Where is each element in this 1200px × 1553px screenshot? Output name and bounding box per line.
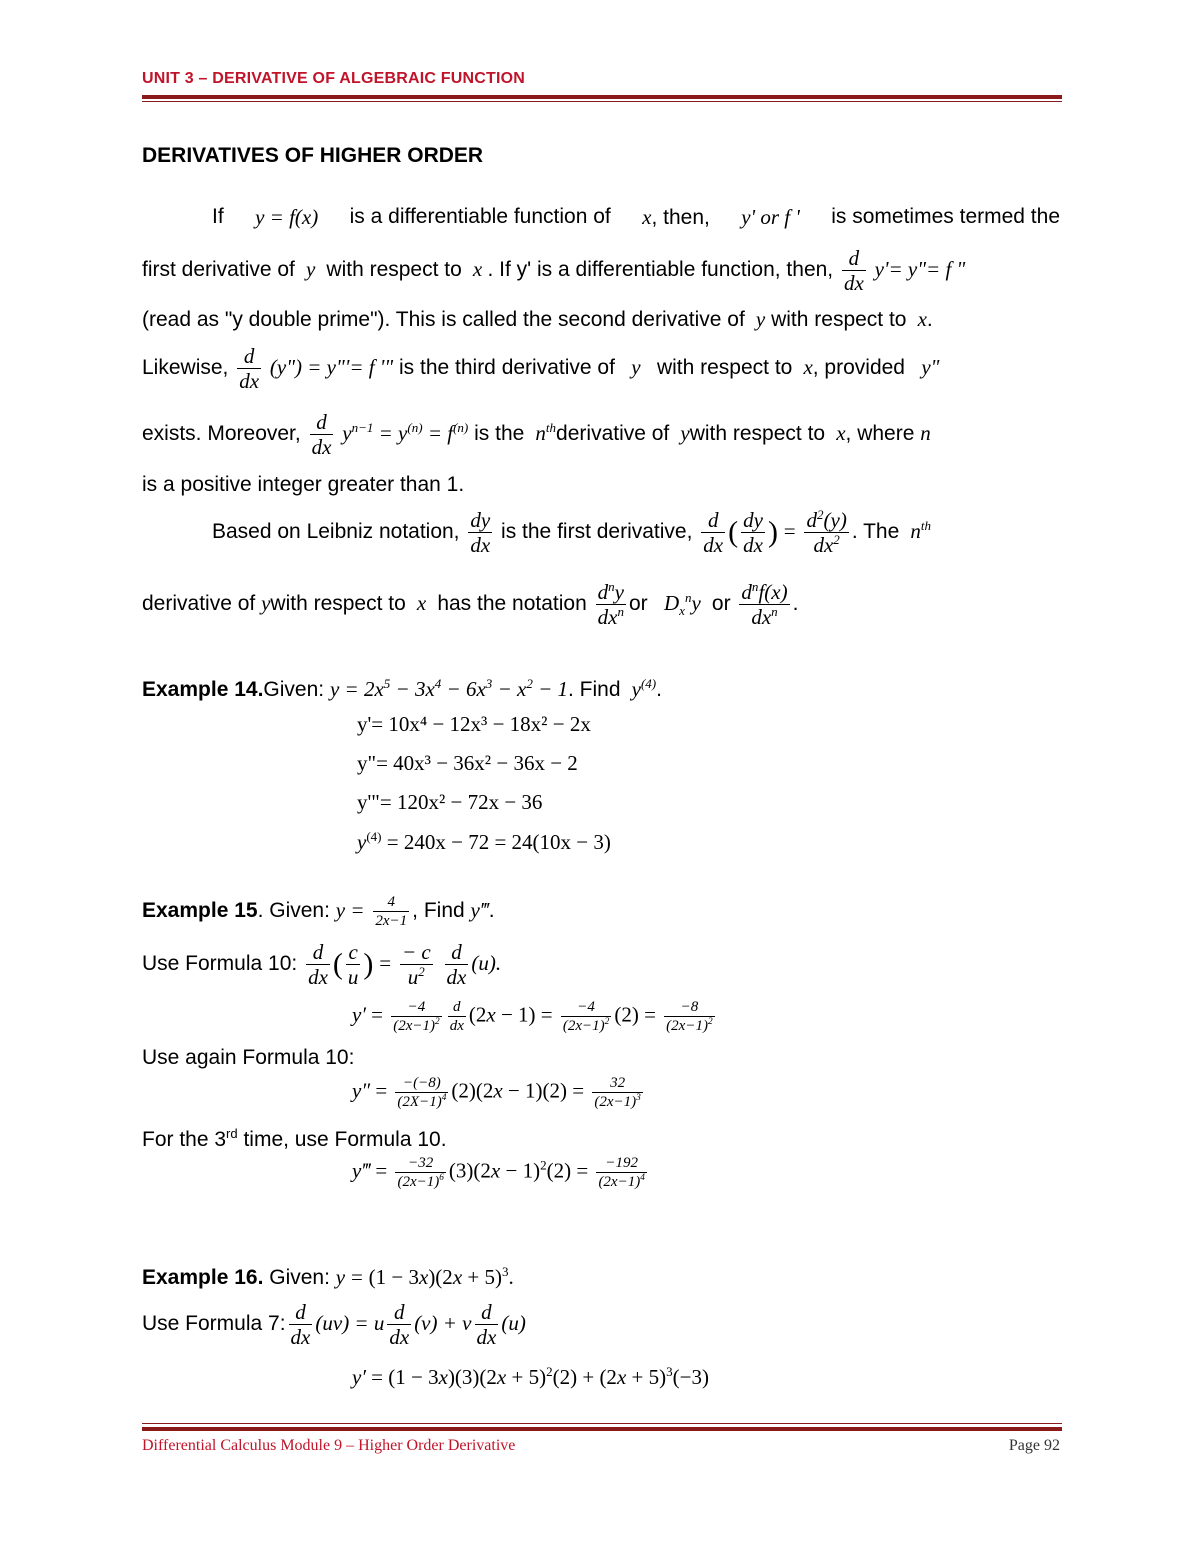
math-inline: y": [921, 355, 940, 380]
example-text: . Find: [568, 678, 621, 701]
fraction: $\frac{- c}{u^2}$: [401, 940, 431, 990]
formula-10-line: Use Formula 10: $\frac{d}{dx}$ ( $\frac{c}{u}$ ) = $\frac{- c}{u^2}$ $\frac{d}{dx}$ (u).: [142, 940, 502, 990]
derivative-operator: $\frac{d}{dx}$: [311, 410, 332, 460]
unit-header: UNIT 3 – DERIVATIVE OF ALGEBRAIC FUNCTION: [142, 70, 526, 87]
example-text: Given:: [263, 1266, 330, 1289]
section-title: DERIVATIVES OF HIGHER ORDER: [142, 144, 484, 167]
intro-line-1: If y = f(x) is a differentiable function of x, then, y' or f ' is sometimes termed the: [212, 205, 1060, 229]
intro-text: first derivative of: [142, 258, 295, 282]
derivative-operator: $\frac{d}{dx}$: [308, 940, 328, 990]
example-16-heading: Example 16. Given: $y = (1 - 3x)(2x + 5)^3$.: [142, 1264, 514, 1289]
intro-text: with respect to: [689, 422, 826, 446]
math-inline: y = f(x): [255, 205, 319, 229]
intro-text: Based on Leibniz notation,: [212, 520, 460, 544]
example-label: Example 16.: [142, 1266, 264, 1289]
example-14-step-4: $y^{(4)} = 240x - 72 = 24(10x - 3)$: [357, 829, 611, 854]
example-text: time, use Formula 10.: [237, 1128, 447, 1151]
intro-line-8: derivative of ywith respect to x has the notation $\frac{d^ny}{dx^n}$ or $D_x^ny$ or $\frac{d^nf(x)}{dx^n}$ .: [142, 579, 799, 630]
footer-rule-thin: [142, 1423, 1062, 1424]
fraction: $\frac{-8}{(2x-1)^2}$: [666, 999, 713, 1034]
fraction: $\frac{-32}{(2x-1)^6}$: [397, 1155, 444, 1190]
nth-derivative-notation: $\frac{d^nf(x)}{dx^n}$: [741, 579, 788, 630]
example-15-step-1: y′ = $\frac{-4}{(2x-1)^2}$ $\frac{d}{dx}$ (2x − 1) = $\frac{-4}{(2x-1)^2}$ (2) = $\frac{-8}{(2x-1)^2}$: [352, 999, 713, 1034]
example-text: Use Formula 10:: [142, 952, 298, 976]
example-14-heading: Example 14.Given: $y = 2x^5 - 3x^4 - 6x^3 - x^2 - 1$. Find $y^{(4)}$.: [142, 676, 662, 701]
intro-line-5: exists. Moreover, $\frac{d}{dx}$ $y^{n-1} = y^{(n)} = f^{(n)}$ is the $n^{th}derivative$ of ywith respect to x, where n: [142, 410, 931, 460]
footer-page-number: Page 92: [1008, 1437, 1060, 1454]
fraction: $\frac{-4}{(2x-1)^2}$: [393, 999, 440, 1034]
intro-text: is the first derivative,: [501, 520, 693, 544]
intro-line-3: (read as "y double prime"). This is called the second derivative of y with respect to x.: [142, 307, 933, 331]
intro-text: or: [711, 592, 731, 616]
intro-text: . The: [851, 520, 900, 544]
intro-text: is the: [474, 422, 525, 446]
intro-text: , provided: [812, 356, 905, 380]
intro-text: . If y' is a differentiable function, then,: [487, 258, 834, 282]
intro-line-6: is a positive integer greater than 1.: [142, 473, 465, 496]
nth-derivative-notation: $\frac{d^ny}{dx^n}$: [597, 579, 624, 630]
derivative-operator: $\frac{d}{dx}$: [290, 1300, 311, 1350]
derivative-operator: $\frac{d}{dx}$: [476, 1300, 497, 1350]
intro-text: with respect to: [326, 258, 462, 282]
fraction: $\frac{32}{(2x-1)^3}$: [594, 1075, 641, 1110]
derivative-operator: $\frac{d}{dx}$: [449, 999, 464, 1034]
intro-text: with respect to: [656, 356, 793, 380]
example-16-step-1: $y' = (1 - 3x)(3)(2x + 5)^2(2) + (2x + 5)^3(-3)$: [352, 1364, 709, 1389]
example-15-step-3: y‴ = $\frac{-32}{(2x-1)^6}$ $(3)(2x - 1)^2(2)$ = $\frac{-192}{(2x-1)^4}$: [352, 1155, 645, 1190]
formula-7-line: Use Formula 7: $\frac{d}{dx}$ (uv) = u $\frac{d}{dx}$ (v) + v $\frac{d}{dx}$ (u): [142, 1300, 526, 1350]
example-text: Use Formula 7:: [142, 1312, 286, 1336]
intro-text: is a differentiable function of: [349, 205, 611, 228]
intro-text: , where: [845, 422, 915, 446]
second-derivative-notation: $\frac{d^2(y)}{dx^2}$: [806, 507, 847, 558]
derivative-operator: $\frac{d}{dx}$: [446, 940, 467, 990]
fraction: $\frac{-192}{(2x-1)^4}$: [598, 1155, 645, 1190]
example-text: Given:: [263, 678, 325, 701]
intro-text: derivative of: [556, 422, 670, 446]
fraction: $\frac{-(-8)}{(2X-1)^4}$: [397, 1075, 447, 1110]
example-14-step-2: y"= 40x³ − 36x² − 36x − 2: [357, 751, 578, 775]
intro-text: has the notation: [437, 592, 587, 616]
intro-text: is the third derivative of: [398, 356, 615, 380]
header-rule-thick: [142, 95, 1062, 99]
ordinal-suffix: rd: [226, 1126, 238, 1141]
equation-text: = 240x − 72 = 24(10x − 3): [386, 830, 611, 854]
footer-module-title: Differential Calculus Module 9 – Higher Order Derivative: [142, 1437, 516, 1454]
third-time-line: [142, 1126, 447, 1152]
intro-text: with respect to: [771, 308, 907, 331]
derivative-operator: $\frac{d}{dx}$: [844, 246, 864, 296]
fraction: $\frac{-4}{(2x-1)^2}$: [562, 999, 610, 1034]
intro-text: is sometimes termed the: [831, 205, 1060, 228]
example-14-step-3: y'"= 120x² − 72x − 36: [357, 790, 543, 814]
fraction: $\frac{c}{u}$: [347, 940, 359, 990]
example-text: For the 3: [142, 1128, 227, 1151]
intro-text: or: [628, 592, 648, 616]
intro-line-7: Based on Leibniz notation, $\frac{dy}{dx}$ is the first derivative, $\frac{d}{dx}$ ( $\frac{dy}{dx}$ ) = $\frac{d^2(y)}{dx^2}$ . The $n^{th}$: [212, 507, 932, 558]
derivative-operator: $\frac{d}{dx}$: [239, 344, 260, 394]
intro-line-4: Likewise, $\frac{d}{dx}$ (y") = y"'= f '" is the third derivative of y with respect to x, provided y": [142, 344, 940, 394]
intro-text: exists. Moreover,: [142, 422, 301, 446]
intro-line-2: first derivative of y with respect to x . If y' is a differentiable function, then, $\frac{d}{dx}$ y'= y"= f ": [142, 246, 966, 296]
intro-text: derivative of: [142, 592, 256, 616]
example-label: Example 14.: [142, 678, 264, 701]
leibniz-dy-dx: $\frac{dy}{dx}$: [470, 508, 491, 558]
example-15-step-2: y″ = $\frac{-(-8)}{(2X-1)^4}$ (2)(2x − 1)(2) = $\frac{32}{(2x-1)^3}$: [352, 1075, 641, 1110]
intro-text: If: [212, 205, 224, 228]
math-inline: y' or f ': [741, 205, 800, 229]
header-rule-thin: [142, 101, 1062, 102]
math-inline: (y") = y"'= f '": [269, 355, 394, 380]
intro-text: Likewise,: [142, 356, 229, 380]
example-text: . Given:: [257, 899, 330, 923]
example-15-heading: Example 15. Given: y = $\frac{4}{2x-1}$ , Find y‴.: [142, 894, 495, 929]
formula-10-again: Use again Formula 10:: [142, 1046, 355, 1069]
example-label: Example 15: [142, 899, 258, 923]
math-inline: y'= y"= f ": [874, 257, 966, 282]
example-text: , Find: [412, 899, 465, 923]
fraction: $\frac{4}{2x-1}$: [375, 894, 408, 929]
derivative-operator: $\frac{d}{dx}$: [389, 1300, 410, 1350]
leibniz-dy-dx: $\frac{dy}{dx}$: [743, 508, 763, 558]
intro-text: with respect to: [270, 592, 406, 616]
footer-rule-thick: [142, 1427, 1062, 1431]
intro-text: , then,: [651, 206, 710, 229]
example-14-step-1: y'= 10x⁴ − 12x³ − 18x² − 2x: [357, 712, 591, 736]
intro-text: (read as "y double prime"). This is called the second derivative of: [142, 308, 745, 331]
derivative-operator: $\frac{d}{dx}$: [703, 508, 724, 558]
